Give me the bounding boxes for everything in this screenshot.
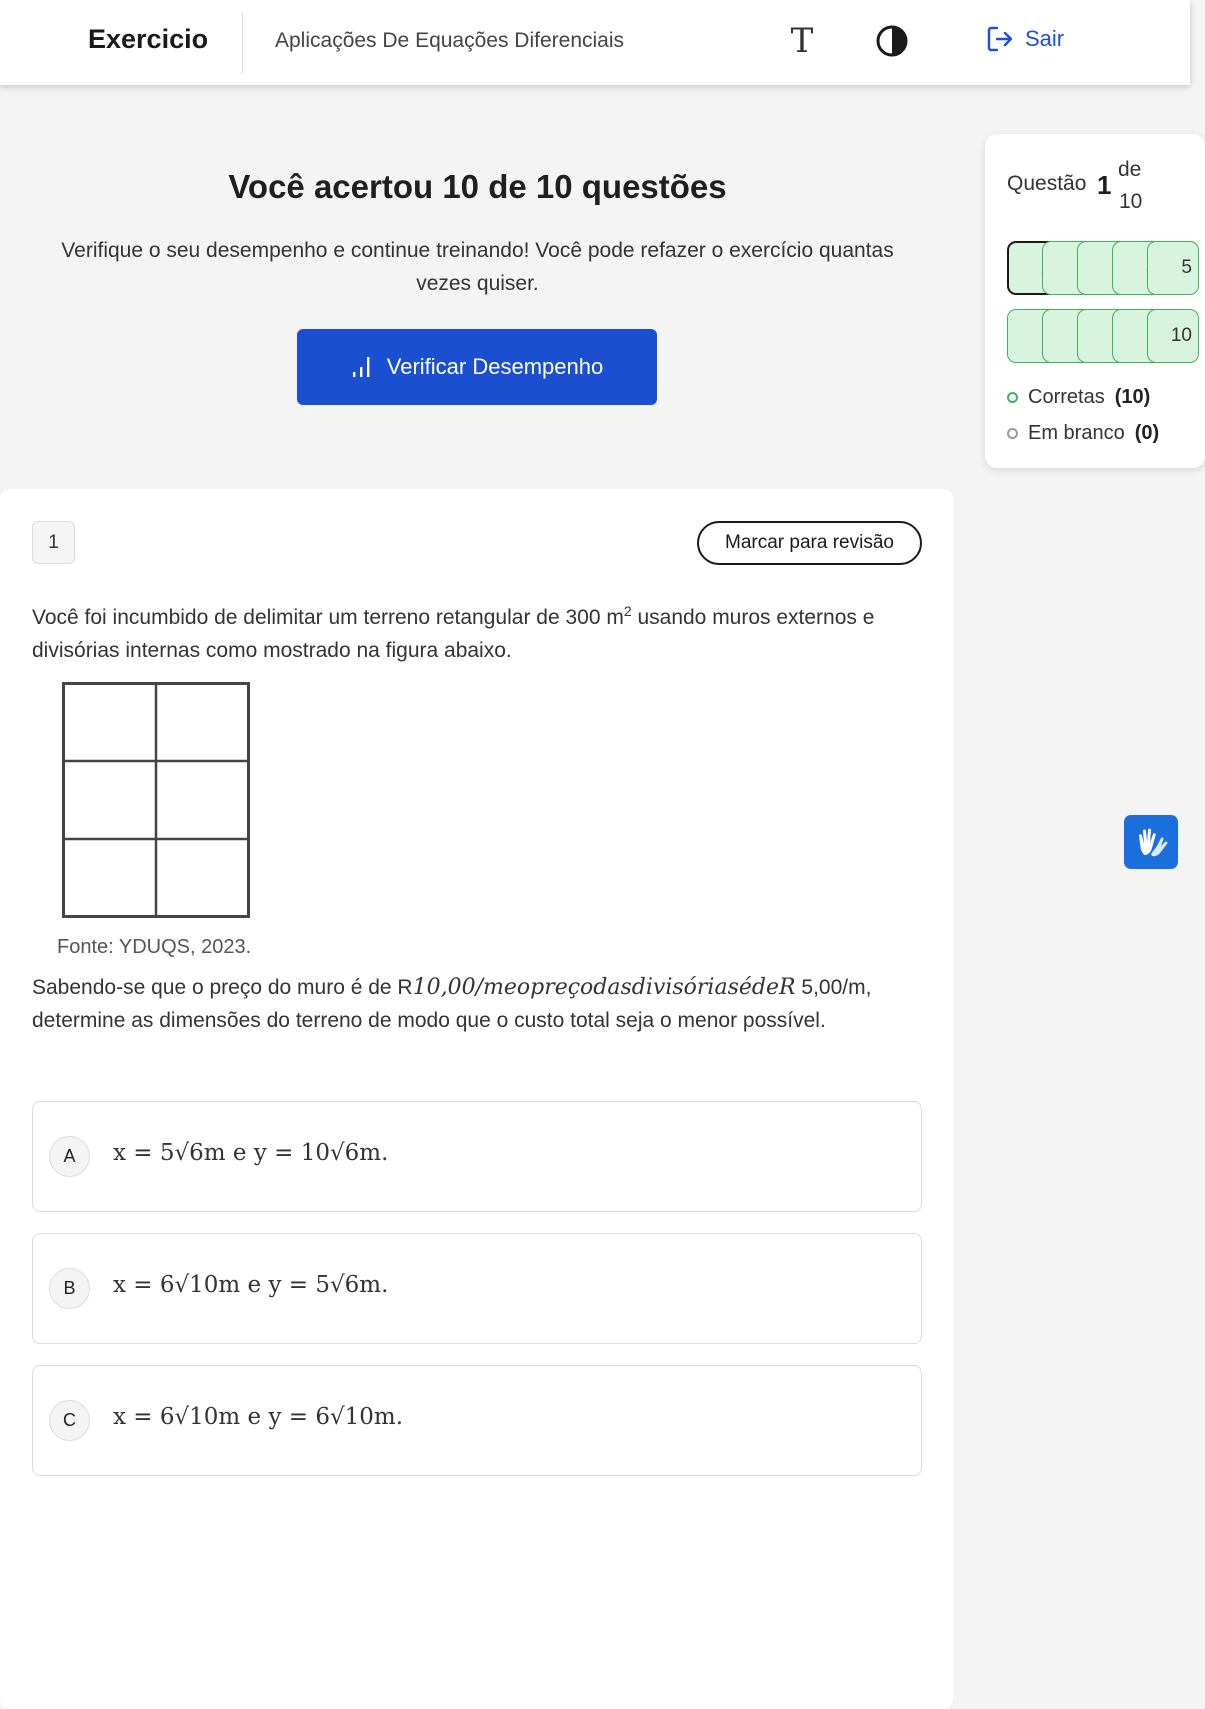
mark-for-review-button[interactable]: Marcar para revisão [697, 521, 922, 565]
font-size-icon[interactable]: T [790, 21, 814, 61]
option-b-text: x = 6√10m e y = 5√6m. [113, 1272, 389, 1298]
statement-part1: Você foi incumbido de delimitar um terreno retangular de 300 m [32, 606, 624, 629]
logout-button[interactable] [985, 24, 1064, 54]
logout-label: Sair [1025, 26, 1065, 51]
question-nav-10[interactable]: 10 [1147, 309, 1199, 363]
statement2-part2: 5,00/m, determine as dimensões do terreno de modo que o custo total seja o menor possível. [32, 976, 872, 1032]
question-statement-continued [32, 971, 922, 1037]
header-divider [242, 12, 243, 74]
statement2-part1: Sabendo-se que o preço do muro é de R [32, 976, 413, 999]
statement-part2: usando muros externos e divisórias internas como mostrado na figura abaixo. [32, 606, 875, 662]
question-card [0, 489, 953, 1709]
question-navigator [985, 134, 1205, 468]
option-c-letter: C [49, 1400, 90, 1441]
option-b-letter: B [49, 1268, 90, 1309]
result-description: Verifique o seu desempenho e continue treinando! Você pode refazer o exercício quantas vezes quiser. [61, 239, 894, 295]
contrast-icon-svg [875, 24, 909, 58]
legend-correct-count: (10) [1114, 386, 1151, 408]
question-number-badge: 1 [32, 521, 75, 564]
of-label: de [1118, 158, 1142, 181]
question-statement [32, 595, 922, 667]
check-performance-button[interactable] [297, 329, 657, 405]
option-b[interactable] [32, 1233, 922, 1344]
option-a-letter: A [49, 1136, 90, 1177]
bar-chart-icon [351, 355, 373, 379]
legend-blank-label: Em branco [1028, 422, 1125, 444]
question-label: Questão [1007, 172, 1087, 195]
legend-blank-count: (0) [1134, 422, 1160, 444]
question-nav-5[interactable]: 5 [1147, 241, 1199, 295]
legend-correct [1007, 386, 1150, 409]
correct-dot-icon [1007, 392, 1018, 403]
option-a[interactable] [32, 1101, 922, 1212]
current-question-number: 1 [1097, 170, 1112, 200]
option-c-text: x = 6√10m e y = 6√10m. [113, 1404, 404, 1430]
legend-blank [1007, 422, 1159, 445]
check-performance-label: Verificar Desempenho [386, 354, 604, 379]
figure-caption: Fonte: YDUQS, 2023. [57, 936, 252, 958]
logout-icon [985, 24, 1015, 54]
sign-language-hands-icon [1133, 824, 1169, 860]
statement2-math-end: R [779, 975, 796, 1000]
brand-title: Exercicio [88, 24, 209, 54]
option-a-text: x = 5√6m e y = 10√6m. [113, 1140, 389, 1166]
subject-title: Aplicações De Equações Diferenciais [275, 29, 625, 52]
option-c[interactable] [32, 1365, 922, 1476]
total-questions: 10 [1119, 190, 1143, 213]
legend-correct-label: Corretas [1028, 386, 1105, 408]
terrain-grid-figure [62, 682, 252, 920]
contrast-icon[interactable] [872, 20, 912, 62]
top-header [0, 0, 1190, 85]
statement2-math: 10,00/meopreçodasdivisóriaséde [412, 975, 779, 1000]
result-title: Você acertou 10 de 10 questões [228, 168, 727, 205]
statement-superscript: 2 [623, 603, 632, 619]
blank-dot-icon [1007, 428, 1018, 439]
sign-language-button[interactable] [1124, 815, 1178, 869]
